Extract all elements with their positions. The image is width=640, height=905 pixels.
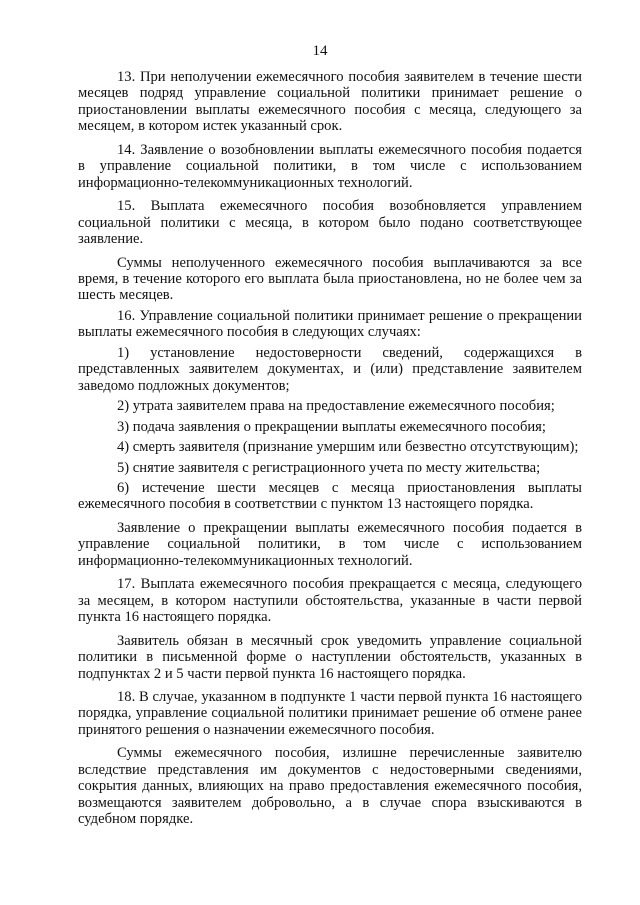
paragraph-16-item-6: 6) истечение шести месяцев с месяца приостановления выплаты ежемесячного пособия в соответствии с пунктом 13 настоящего порядка. <box>78 479 582 513</box>
paragraph-16-application: Заявление о прекращении выплаты ежемесячного пособия подается в управление социальной политики, в том числе с использованием информационно-телекоммуникационных технологий. <box>78 519 582 569</box>
paragraph-16-item-1: 1) установление недостоверности сведений, содержащихся в представленных заявителем документах, и (или) представление заявителем заведомо подложных документов; <box>78 344 582 394</box>
document-body <box>78 69 582 828</box>
paragraph-14: 14. Заявление о возобновлении выплаты ежемесячного пособия подается в управление социальной политики, в том числе с использованием информационно-телекоммуникационных технологий. <box>78 141 582 191</box>
paragraph-17: 17. Выплата ежемесячного пособия прекращается с месяца, следующего за месяцем, в котором наступили обстоятельства, указанные в части первой пункта 16 настоящего порядка. <box>78 576 582 626</box>
paragraph-18-sums: Суммы ежемесячного пособия, излишне перечисленные заявителю вследствие представления им документов с недостоверными сведениями, сокрытия данных, влияющих на право предоставления ежемесячного пособия, возмещаются заявителем добровольно, а в случае спора взыскиваются в судебном порядке. <box>78 745 582 828</box>
paragraph-16-item-2: 2) утрата заявителем права на предоставление ежемесячного пособия; <box>117 398 555 415</box>
paragraph-16-item-5: 5) снятие заявителя с регистрационного учета по месту жительства; <box>117 459 541 476</box>
paragraph-17-notice: Заявитель обязан в месячный срок уведомить управление социальной политики в письменной форме о наступлении обстоятельств, указанных в подпунктах 2 и 5 части первой пункта 16 настоящего порядка. <box>78 632 582 682</box>
paragraph-15: 15. Выплата ежемесячного пособия возобновляется управлением социальной политики с месяца, в котором было подано соответствующее заявление. <box>78 198 582 248</box>
paragraph-16-item-4: 4) смерть заявителя (признание умершим или безвестно отсутствующим); <box>117 439 579 456</box>
paragraph-18: 18. В случае, указанном в подпункте 1 части первой пункта 16 настоящего порядка, управление социальной политики принимает решение об отмене ранее принятого решения о назначении ежемесячного пособия. <box>78 688 582 738</box>
paragraph-16: 16. Управление социальной политики принимает решение о прекращении выплаты ежемесячного пособия в следующих случаях: <box>78 307 582 341</box>
paragraph-16-item-3: 3) подача заявления о прекращении выплаты ежемесячного пособия; <box>117 418 546 435</box>
paragraph-15-sums: Суммы неполученного ежемесячного пособия выплачиваются за все время, в течение которого его выплата была приостановлена, но не более чем за шесть месяцев. <box>78 254 582 304</box>
page-number: 14 <box>312 43 328 59</box>
paragraph-13: 13. При неполучении ежемесячного пособия заявителем в течение шести месяцев подряд управление социальной политики принимает решение о приостановлении выплаты ежемесячного пособия с месяца, следующего за месяцем, в котором истек указанный срок. <box>78 69 582 135</box>
